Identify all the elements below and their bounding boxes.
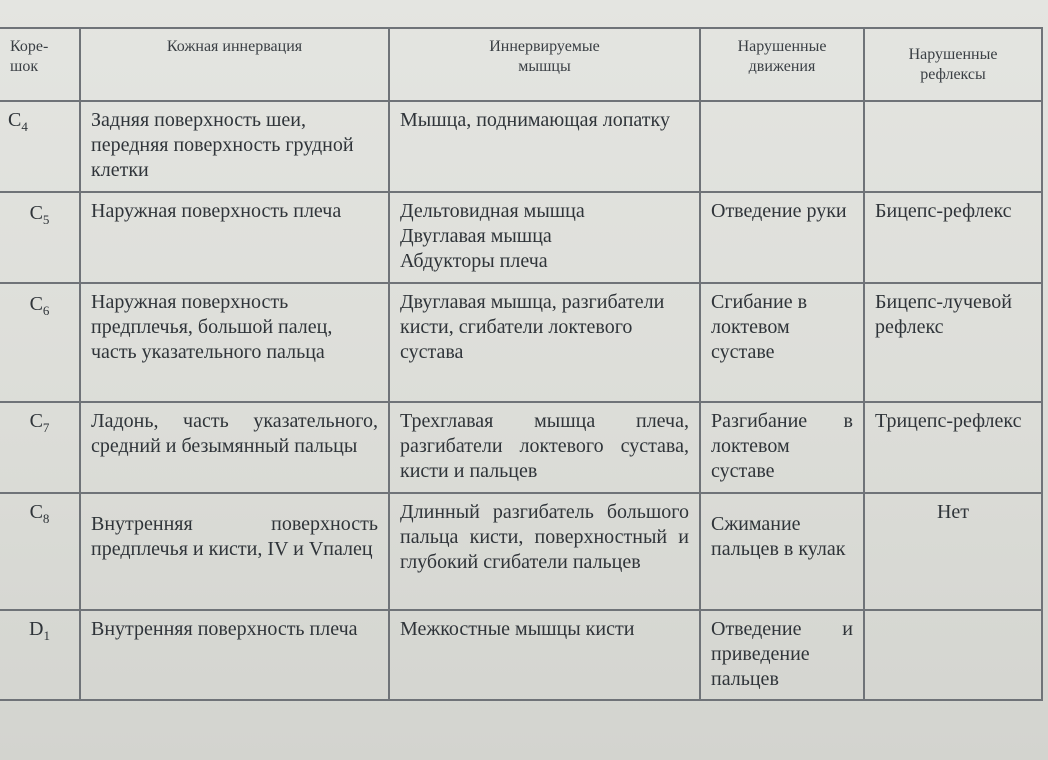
skin-cell: Внутренняя поверхность предплечья и кисти, IV и Vпалец <box>80 493 389 610</box>
root-letter: C <box>29 501 43 523</box>
header-reflexes-line-2: рефлексы <box>920 66 986 83</box>
header-muscles <box>389 28 700 101</box>
muscles-cell <box>389 192 700 283</box>
nerve-root-table <box>0 27 1043 701</box>
root-index: 1 <box>43 628 50 643</box>
header-muscles-line-1: Иннервируемые <box>489 38 600 55</box>
movements-cell: Отведение руки <box>700 192 864 283</box>
table-row <box>0 101 1042 192</box>
root-cell <box>0 283 80 402</box>
root-index: 5 <box>42 212 50 227</box>
header-movements-line-1: Нарушенные <box>737 38 827 55</box>
reflexes-cell <box>864 610 1042 700</box>
movements-cell: Сгибание в локтевом суставе <box>700 283 864 402</box>
reflexes-cell: Трицепс-рефлекс <box>864 402 1042 493</box>
muscles-cell: Мышца, поднимающая лопатку <box>389 101 700 192</box>
header-muscles-line-2: мышцы <box>518 58 571 75</box>
root-cell <box>0 192 80 283</box>
root-cell <box>0 101 80 192</box>
root-cell <box>0 402 80 493</box>
table-row <box>0 192 1042 283</box>
skin-cell: Внутренняя поверхность плеча <box>80 610 389 700</box>
table-row <box>0 402 1042 493</box>
root-letter: D <box>29 618 44 640</box>
muscle-line: Двуглавая мышца <box>400 225 552 247</box>
table-header-row <box>0 28 1042 101</box>
header-root <box>0 28 80 101</box>
movements-cell <box>700 101 864 192</box>
table-row <box>0 493 1042 610</box>
reflexes-cell: Нет <box>864 493 1042 610</box>
header-root-line-1: Коре- <box>10 38 49 55</box>
header-reflexes <box>864 28 1042 101</box>
movements-cell: Отведение и приведение пальцев <box>700 610 864 700</box>
root-cell <box>0 610 80 700</box>
header-root-line-2: шок <box>10 58 39 75</box>
root-letter: C <box>8 109 22 131</box>
root-index: 6 <box>42 303 50 318</box>
muscles-cell: Межкостные мышцы кисти <box>389 610 700 700</box>
root-index: 7 <box>42 420 50 435</box>
reflexes-cell: Бицепс-лучевой рефлекс <box>864 283 1042 402</box>
skin-cell: Наружная поверхность предплечья, большой палец, часть указательного пальца <box>80 283 389 402</box>
muscle-line: Дельтовидная мышца <box>400 200 585 222</box>
skin-cell: Наружная поверхность плеча <box>80 192 389 283</box>
header-reflexes-line-1: Нарушенные <box>908 46 998 63</box>
root-cell <box>0 493 80 610</box>
reflexes-cell <box>864 101 1042 192</box>
header-skin <box>80 28 389 101</box>
header-movements <box>700 28 864 101</box>
root-letter: C <box>29 202 43 224</box>
muscles-cell: Длинный разгибатель большого пальца кисти, поверхностный и глубокий сгибатели пальцев <box>389 493 700 610</box>
skin-cell: Задняя поверхность шеи, передняя поверхность грудной клетки <box>80 101 389 192</box>
muscles-cell: Двуглавая мышца, разгибатели кисти, сгибатели локтевого сустава <box>389 283 700 402</box>
table-row <box>0 610 1042 700</box>
muscle-line: Абдукторы плеча <box>400 250 548 272</box>
root-letter: C <box>29 410 43 432</box>
muscles-cell: Трехглавая мышца плеча, разгибатели локтевого сустава, кисти и пальцев <box>389 402 700 493</box>
root-letter: C <box>29 293 43 315</box>
header-movements-line-2: движения <box>748 58 816 75</box>
root-index: 8 <box>42 511 50 526</box>
root-index: 4 <box>21 119 28 134</box>
movements-cell: Сжимание пальцев в кулак <box>700 493 864 610</box>
movements-cell: Разгибание в локтевом суставе <box>700 402 864 493</box>
reflexes-cell: Бицепс-рефлекс <box>864 192 1042 283</box>
header-skin-line-1: Кожная иннервация <box>166 38 303 55</box>
table-row <box>0 283 1042 402</box>
skin-cell: Ладонь, часть указательного, средний и безымянный пальцы <box>80 402 389 493</box>
